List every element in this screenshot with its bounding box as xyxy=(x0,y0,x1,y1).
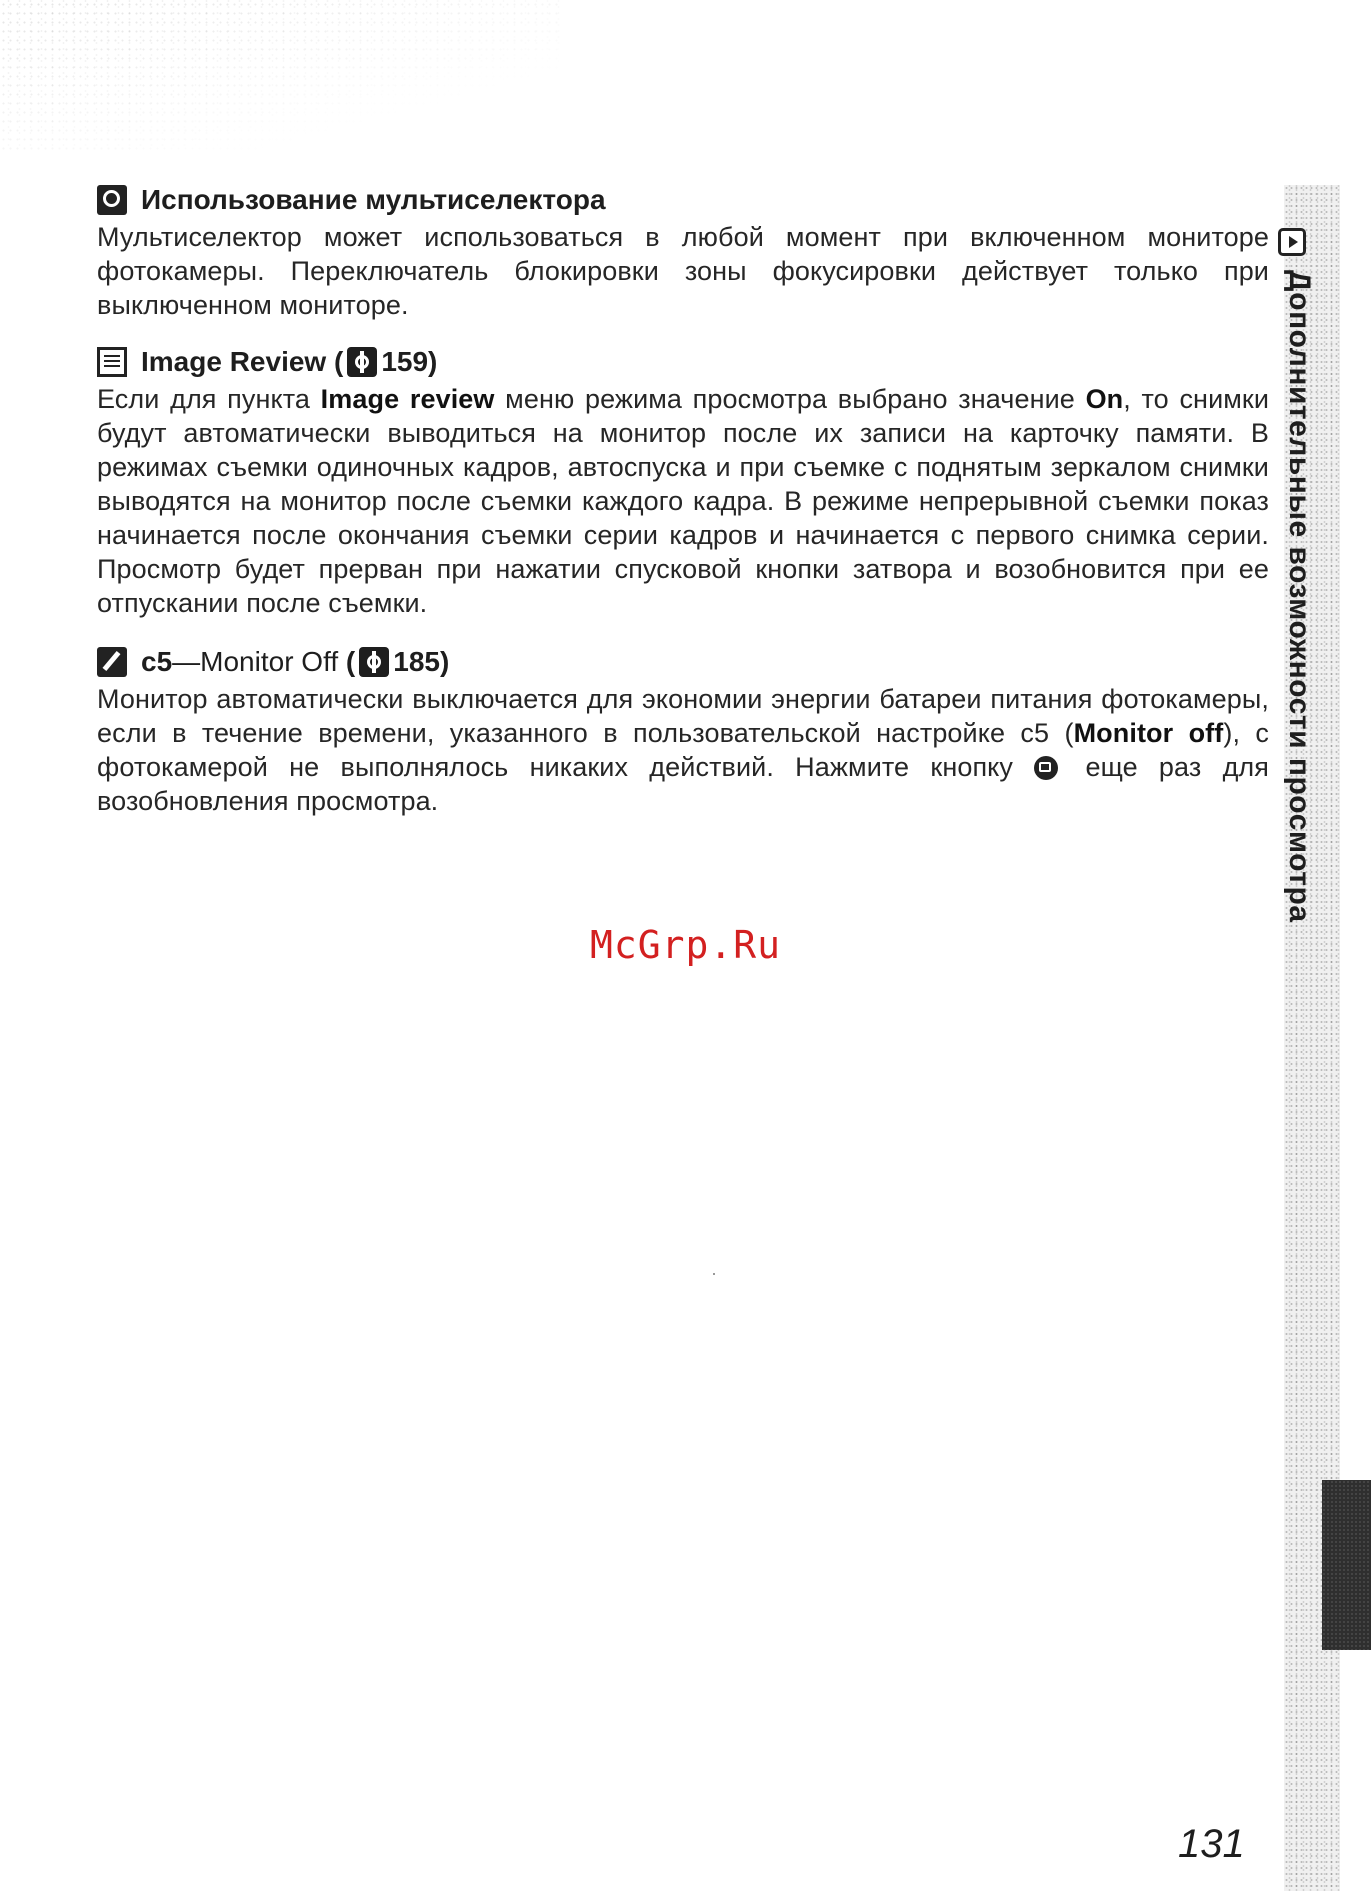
scan-speck xyxy=(713,1273,715,1275)
playback-icon xyxy=(1278,228,1306,256)
section-heading xyxy=(97,342,1269,382)
chapter-title: Дополнительные возможности просмотра xyxy=(1283,270,1316,923)
text-run: Если для пункта xyxy=(97,384,321,414)
text-run: ), с фотокамерой не выполнялось никаких действий. Нажмите кнопку xyxy=(97,718,1269,782)
text-run: Монитор автоматически выключается для экономии энергии батареи питания фотокамеры, если в течение времени, указанного в пользовательской настройке c5 ( xyxy=(97,684,1269,748)
section-body xyxy=(97,220,1269,322)
play-button-icon xyxy=(1034,756,1058,780)
text-run: , то снимки будут автоматически выводиться на монитор после их записи на карточку памяти. В режимах съемки одиночных кадров, автоспуска и при съемке с поднятым зеркалом снимки выводятся на монитор после съемки каждого кадра. В режиме непрерывной съемки показ начинается после окончания съемки серии кадров и начинается с первого снимка серии. Просмотр будет прерван при нажатии спусковой кнопки затвора и возобновится при ее отпускании после съемки. xyxy=(97,384,1270,618)
emphasis-text: Image review xyxy=(320,384,495,414)
emphasis-text: Monitor off xyxy=(1073,718,1224,748)
emphasis-text: On xyxy=(1085,384,1124,414)
section-title: Image Review ( 159) xyxy=(141,346,438,377)
text-run: еще раз для возобновления просмотра. xyxy=(97,752,1269,816)
section-multiselector xyxy=(97,180,1269,322)
page-reference-icon xyxy=(347,347,377,377)
page-reference[interactable]: ( 185) xyxy=(345,646,450,677)
chapter-tab xyxy=(1322,1480,1371,1650)
section-heading xyxy=(97,180,1269,220)
section-image-review xyxy=(97,342,1269,620)
pencil-icon xyxy=(97,647,127,677)
section-body xyxy=(97,382,1269,620)
section-body xyxy=(97,682,1269,818)
text-run: меню режима просмотра выбрано значение xyxy=(494,384,1086,414)
section-heading xyxy=(97,642,1269,682)
text-run: Мультиселектор может использоваться в любой момент при включенном мониторе фотокамеры. Переключатель блокировки зоны фокусировки действует только при выключенном мониторе. xyxy=(97,222,1269,320)
scan-noise xyxy=(0,0,560,150)
section-monitor-off xyxy=(97,642,1269,818)
section-title: c5—Monitor Off ( 185) xyxy=(141,646,450,677)
magnify-icon xyxy=(97,185,127,215)
watermark: McGrp.Ru xyxy=(589,923,782,967)
section-title: Использование мультиселектора xyxy=(141,184,606,215)
page-reference[interactable]: ( 159) xyxy=(333,346,438,377)
menu-list-icon xyxy=(97,347,127,377)
page-reference-icon xyxy=(359,647,389,677)
page-number: 131 xyxy=(1178,1822,1245,1866)
